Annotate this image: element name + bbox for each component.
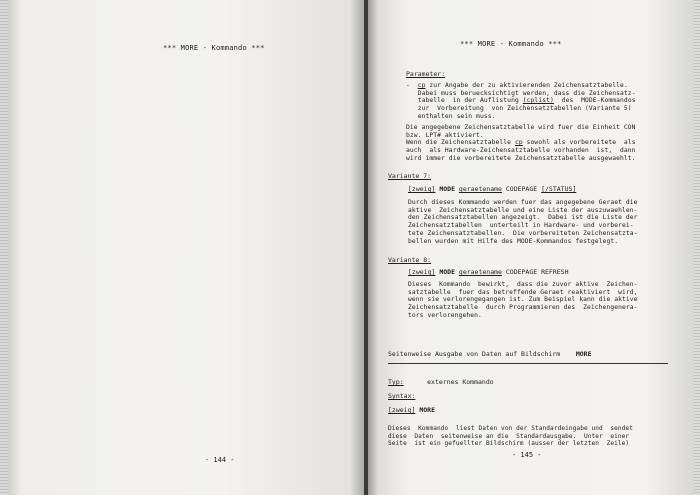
left-page <box>8 0 364 495</box>
section-rule <box>388 363 668 364</box>
more-description: Dieses Kommando liest Daten von der Standardeingabe und sendet diese Daten seitenweise an die Standardausgabe. Unter einer Seite ist ein gefuellter Bildschirm (ausser der letzten Zeile) <box>388 425 633 448</box>
right-page-number: - 145 - <box>512 451 542 459</box>
parameter-item: - cp zur Angabe der zu aktivierenden Zeichensatztabelle. Dabei muss beruecksichtigt werden, dass die Zeichensatz- tabelle in der Auflistung (cplist) des MODE-Kommandos zur Vorbereitung von Zeichensatztabellen (Variante 5) enthalten sein muss. <box>406 82 636 120</box>
default-paragraph: Die angegebene Zeichensatztabelle wird fuer die Einheit CON bzw. LPT# aktiviert. Wenn die Zeichensatztabelle cp sowohl als vorbereitete als auch als Hardware-Zeichensatztabelle vorhanden ist, dann wird immer die vorbereitete Zeichensatztabelle ausgewaehlt. <box>406 124 636 162</box>
section-command: MORE <box>575 350 592 358</box>
right-page <box>368 0 694 495</box>
typ-value: externes Kommando <box>427 378 494 386</box>
syntax-label: Syntax: <box>388 392 416 400</box>
section-title: Seitenweise Ausgabe von Daten auf Bildschirm MORE <box>388 350 592 358</box>
left-page-number: - 144 - <box>205 456 235 464</box>
left-page-header: *** MORE - Kommando *** <box>163 44 265 52</box>
variant8-description: Dieses Kommando bewirkt, dass die zuvor aktive Zeichen- satztabelle fuer das betreffende Geraet reaktiviert wird, wenn sie verlorengegangen ist. Zum Beispiel kann die aktive Zeichensatztabelle durch Programmieren des Zeichengenera- tors verlorengehen. <box>408 281 638 319</box>
typ-line <box>388 378 494 386</box>
parameter-cp: cp <box>417 82 426 89</box>
variant7-heading: Variante 7: <box>388 172 432 180</box>
parameter-heading: Parameter: <box>406 70 446 78</box>
typ-label: Typ: <box>388 378 404 386</box>
parameter-cplist: (cplist) <box>522 97 554 105</box>
left-page-edge <box>0 0 8 495</box>
variant8-syntax: [zweig] MODE geraetename CODEPAGE REFRESH <box>408 268 569 276</box>
parameter-bullet: - <box>406 82 410 89</box>
more-syntax: [zweig] MORE <box>388 406 435 414</box>
variant7-description: Durch dieses Kommando werden fuer das angegebene Geraet die aktive Zeichensatztabelle und eine Liste der auszuwaehlen- den Zeichensatztabellen angezeigt. Dabei ist die Liste der Zeichensatztabellen unterteilt in Hardware- und vorberei- tete Zeichensatztabellen. Die vorbereiteten Zeichensatzta- bellen wurden mit Hilfe des MODE-Kommandos festgelegt. <box>408 199 638 245</box>
right-page-header: *** MORE - Kommando *** <box>460 40 562 48</box>
variant7-syntax: [zweig] MODE geraetename CODEPAGE [/STATUS] <box>408 185 577 193</box>
right-page-edge <box>694 0 700 495</box>
variant8-heading: Variante 8: <box>388 256 432 264</box>
